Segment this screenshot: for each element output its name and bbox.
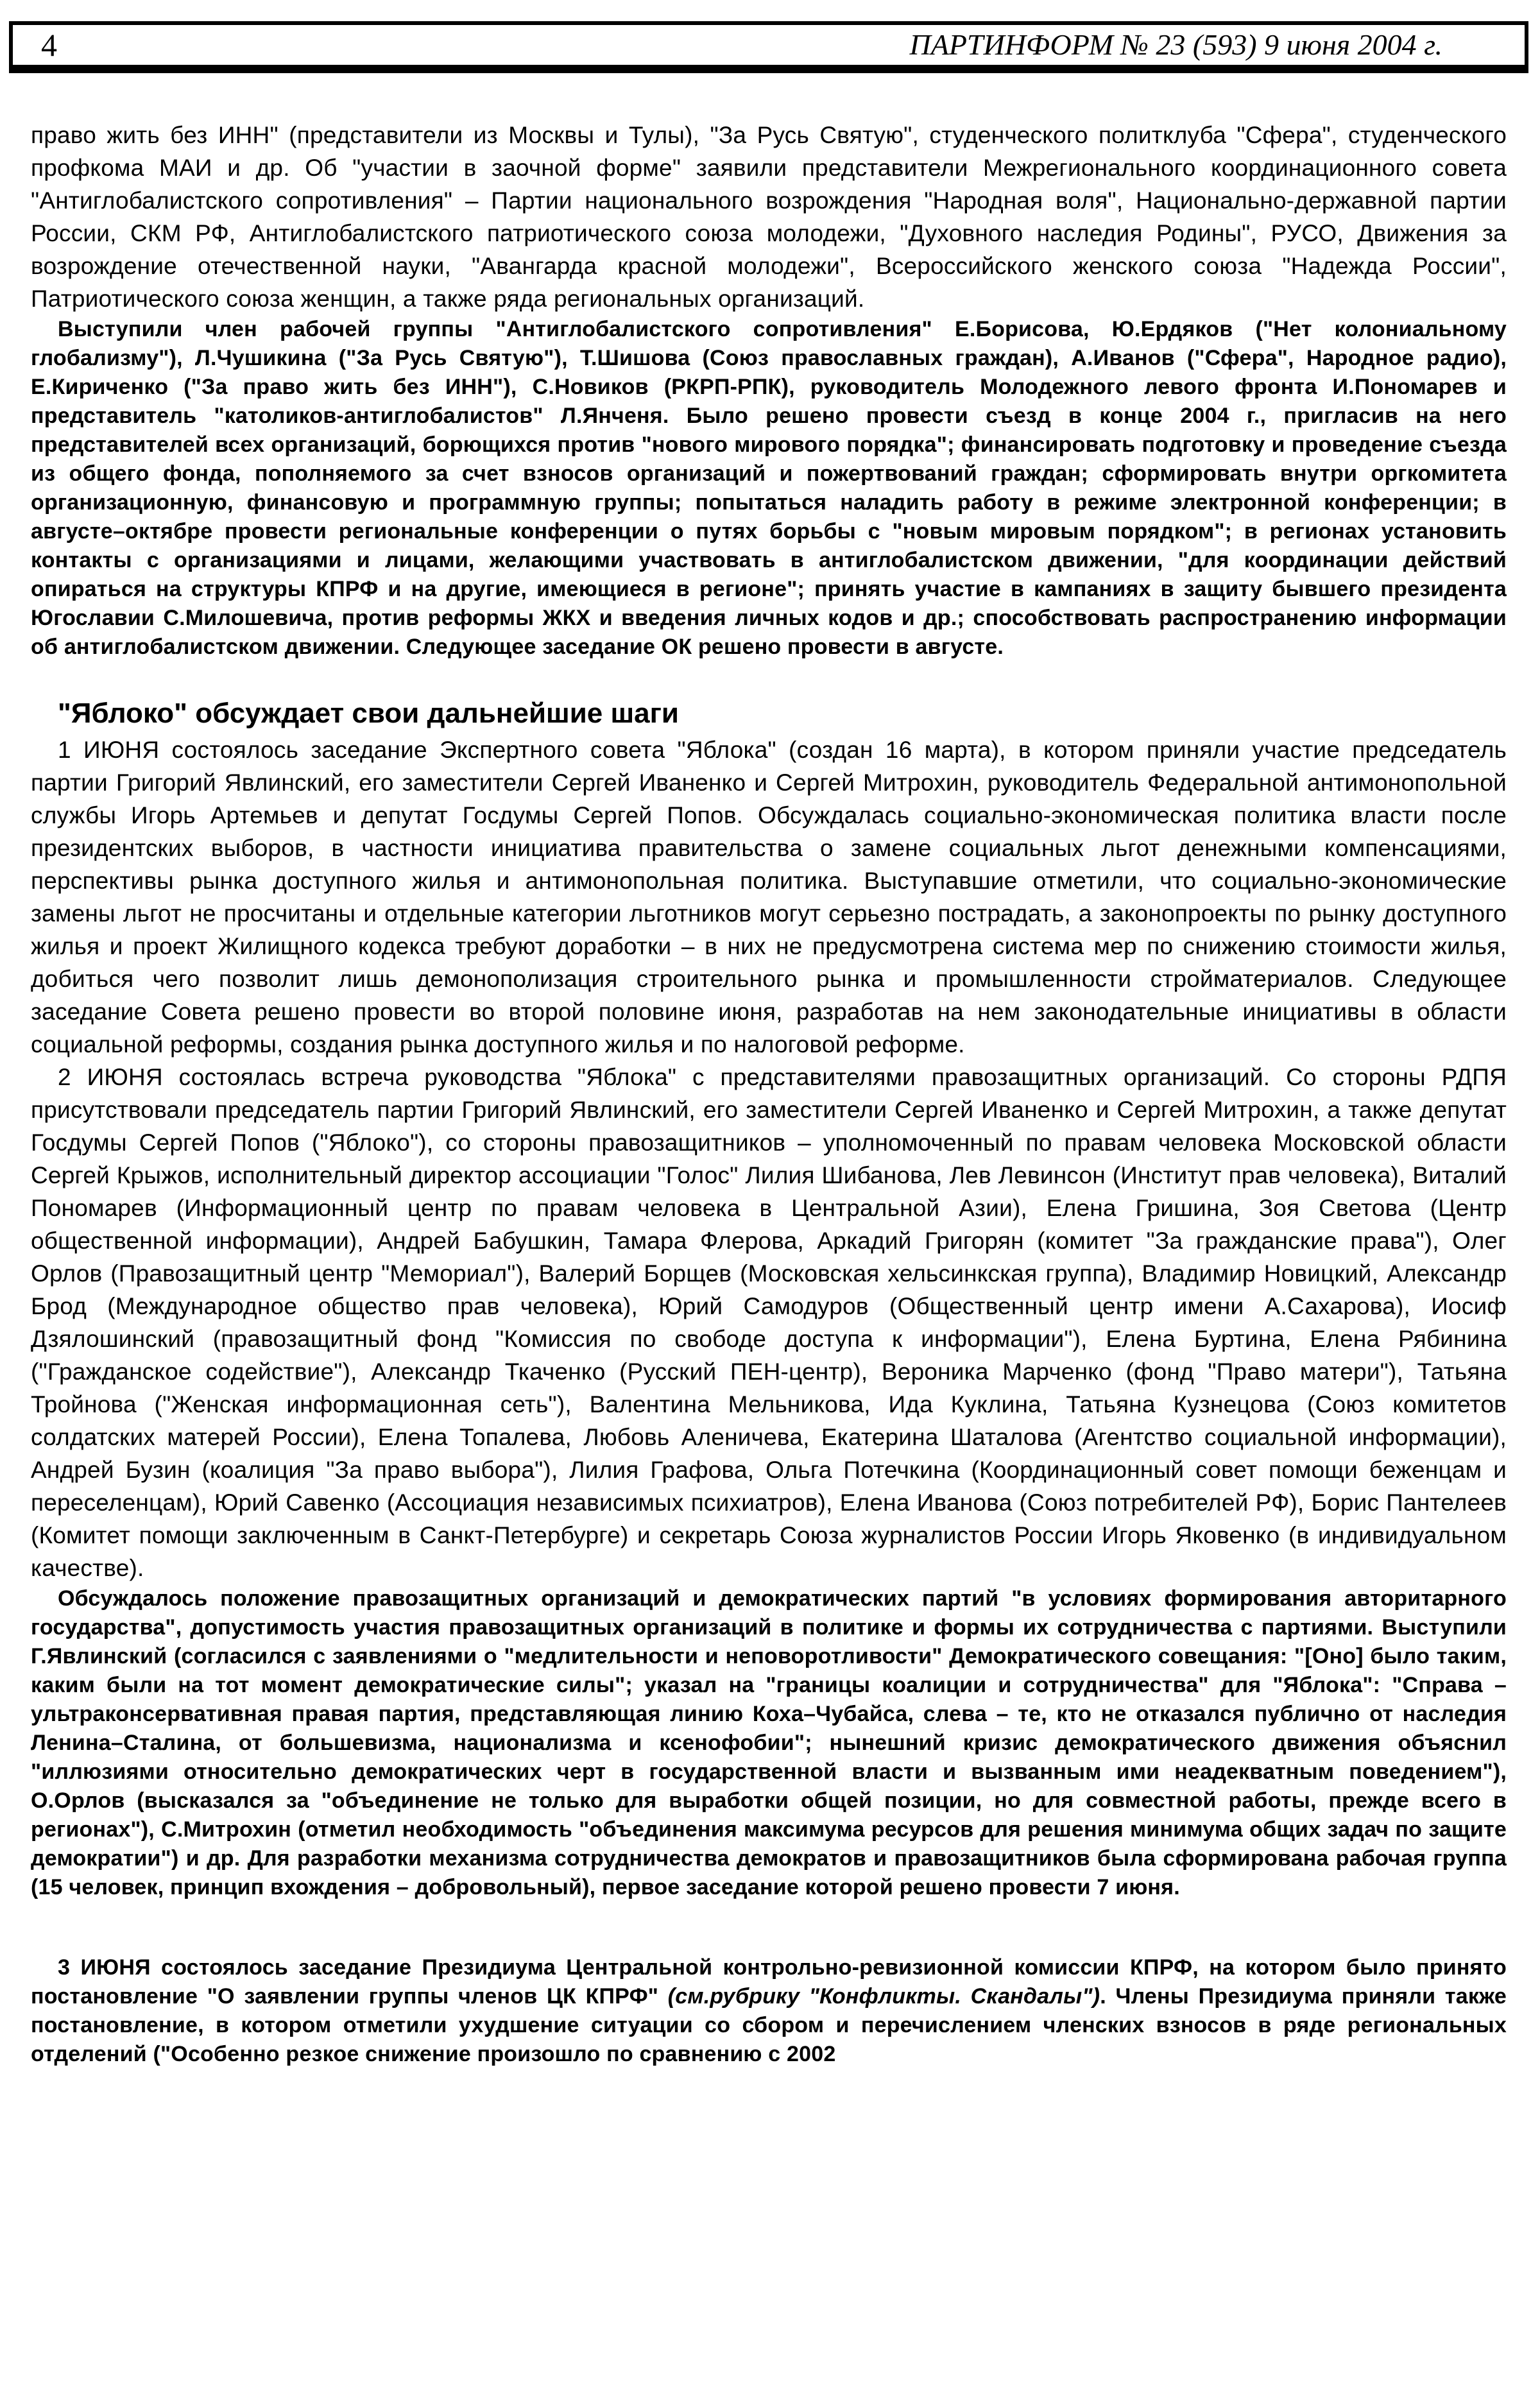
running-header xyxy=(9,21,1528,73)
paragraph-june3-reference: (см.рубрику "Конфликты. Скандалы") xyxy=(667,1984,1100,2009)
paragraph-continuation: право жить без ИНН" (представители из Москвы и Тулы), "За Русь Святую", студенческого политклуба "Сфера", студенческого профкома МАИ и др. Об "участии в заочной форме" заявили представители Межрегионального координационного совета "Антиглобалистского сопротивления" – Партии национального возрождения "Народная воля", Национально-державной партии России, СКМ РФ, Антиглобалистского патриотического союза молодежи, "Духовного наследия Родины", РУСО, Движения за возрождение отечественной науки, "Авангарда красной молодежи", Всероссийского женского союза "Надежда России", Патриотического союза женщин, а также ряда региональных организаций. xyxy=(31,122,1507,312)
newsletter-title: ПАРТИНФОРМ № 23 (593) 9 июня 2004 г. xyxy=(909,28,1442,61)
paragraph-june2: 2 ИЮНЯ состоялась встреча руководства "Яблока" с представителями правозащитных организаций. Со стороны РДПЯ присутствовали председатель партии Григорий Явлинский, его заместители Сергей Иваненко и Сергей Митрохин, а также депутат Госдумы Сергей Попов ("Яблоко"), со стороны правозащитников – уполномоченный по правам человека Московской области Сергей Крыжов, исполнительный директор ассоциации "Голос" Лилия Шибанова, Лев Левинсон (Институт прав человека), Виталий Пономарев (Информационный центр по правам человека в Центральной Азии), Елена Гришина, Зоя Светова (Центр общественной информации), Андрей Бабушкин, Тамара Флерова, Аркадий Григорян (комитет "За гражданские права"), Олег Орлов (Правозащитный центр "Мемориал"), Валерий Борщев (Московская хельсинкская группа), Владимир Новицкий, Александр Брод (Международное общество прав человека), Юрий Самодуров (Общественный центр имени А.Сахарова), Иосиф Дзялошинский (правозащитный фонд "Комиссия по свободе доступа к информации"), Елена Буртина, Елена Рябинина ("Гражданское содействие"), Александр Ткаченко (Русский ПЕН-центр), Вероника Марченко (фонд "Право матери"), Татьяна Тройнова ("Женская информационная сеть"), Валентина Мельникова, Ида Куклина, Татьяна Кузнецова (Союз комитетов солдатских матерей России), Елена Топалева, Любовь Аленичева, Екатерина Шаталова (Агентство социальной информации), Андрей Бузин (коалиция "За право выбора"), Лилия Графова, Ольга Потечкина (Координационный совет помощи беженцам и переселенцам), Юрий Савенко (Ассоциация независимых психиатров), Елена Иванова (Союз потребителей РФ), Борис Пантелеев (Комитет помощи заключенным в Санкт-Петербурге) и секретарь Союза журналистов России Игорь Яковенко (в индивидуальном качестве). xyxy=(31,1064,1507,1581)
paragraph-june3 xyxy=(31,1953,1507,2069)
paragraph-june1: 1 ИЮНЯ состоялось заседание Экспертного совета "Яблока" (создан 16 марта), в котором приняли участие председатель партии Григорий Явлинский, его заместители Сергей Иваненко и Сергей Митрохин, руководитель Федеральной антимонопольной службы Игорь Артемьев и депутат Госдумы Сергей Попов. Обсуждалась социально-экономическая политика власти после президентских выборов, в частности инициатива правительства о замене социальных льгот денежными компенсациями, перспективы рынка доступного жилья и антимонопольная политика. Выступавшие отметили, что социально-экономические замены льгот не просчитаны и отдельные категории льготников могут серьезно пострадать, а законопроекты по рынку доступного жилья и проект Жилищного кодекса требуют доработки – в них не предусмотрена система мер по снижению стоимости жилья, добиться чего позволит лишь демонополизация строительного рынка и промышленности стройматериалов. Следующее заседание Совета решено провести во второй половине июня, разработав на нем законодательные инициативы в области социальной реформы, создания рынка доступного жилья и по налоговой реформе. xyxy=(31,737,1507,1058)
page-number: 4 xyxy=(41,27,57,63)
paragraph-june3-lead: 3 ИЮНЯ состоялось заседание Президиума Центральной контрольно-ревизионной комиссии КПРФ, на котором было принято постановление "О заявлении группы членов ЦК КПРФ" xyxy=(31,1955,1507,2009)
paragraph-june3-tail: . Члены Президиума приняли также постановление, в котором отметили ухудшение ситуации со сбором и перечислением членских взносов в ряде региональных отделений ("Особенно резкое снижение произошло по сравнению с 2002 xyxy=(31,1984,1507,2066)
paragraph-discussion: Обсуждалось положение правозащитных организаций и демократических партий "в условиях формирования авторитарного государства", допустимость участия правозащитных организаций в политике и формы их сотрудничества с партиями. Выступили Г.Явлинский (согласился с заявлениями о "медлительности и неповоротливости" Демократического совещания: "[Оно] было таким, каким были на тот момент демократические силы"; указал на "границы коалиции и сотрудничества" для "Яблока": "Справа – ультраконсервативная правая партия, представляющая линию Коха–Чубайса, слева – те, кто не отказался публично от наследия Ленина–Сталина, от большевизма, национализма и ксенофобии"; нынешний кризис демократического движения объяснил "иллюзиями относительно демократических черт в государственной власти и вызванным ими неадекватным поведением"), О.Орлов (высказался за "объединение не только для выработки общей позиции, но для совместной работы, прежде всего в регионах"), С.Митрохин (отметил необходимость "объединения максимума ресурсов для решения минимума общих задач по защите демократии") и др. Для разработки механизма сотрудничества демократов и правозащитников была сформирована рабочая группа (15 человек, принцип вхождения – добровольный), первое заседание которой решено провести 7 июня. xyxy=(31,1586,1507,1899)
article-body xyxy=(31,119,1507,2069)
section-heading-yabloko: "Яблоко" обсуждает свои дальнейшие шаги xyxy=(58,698,679,729)
paragraph-speakers: Выступили член рабочей группы "Антиглобалистского сопротивления" Е.Борисова, Ю.Ердяков ("Нет колониальному глобализму"), Л.Чушикина ("За Русь Святую"), Т.Шишова (Союз православных граждан), А.Иванов ("Сфера", Народное радио), Е.Кириченко ("За право жить без ИНН"), С.Новиков (РКРП-РПК), руководитель Молодежного левого фронта И.Пономарев и представитель "католиков-антиглобалистов" Л.Янченя. Было решено провести съезд в конце 2004 г., пригласив на него представителей всех организаций, борющихся против "нового мирового порядка"; финансировать подготовку и проведение съезда из общего фонда, пополняемого за счет взносов организаций и пожертвований граждан; сформировать внутри оргкомитета организационную, финансовую и программную группы; попытаться наладить работу в режиме электронной конференции; в августе–октябре провести региональные конференции о путях борьбы с "новым мировым порядком"; в регионах установить контакты с организациями и лицами, желающими участвовать в антиглобалистском движении, "для координации действий опираться на структуры КПРФ и на другие, имеющиеся в регионе"; принять участие в кампаниях в защиту бывшего президента Югославии С.Милошевича, против реформы ЖКХ и введения личных кодов и др.; способствовать распространению информации об антиглобалистском движении. Следующее заседание ОК решено провести в августе. xyxy=(31,317,1507,659)
